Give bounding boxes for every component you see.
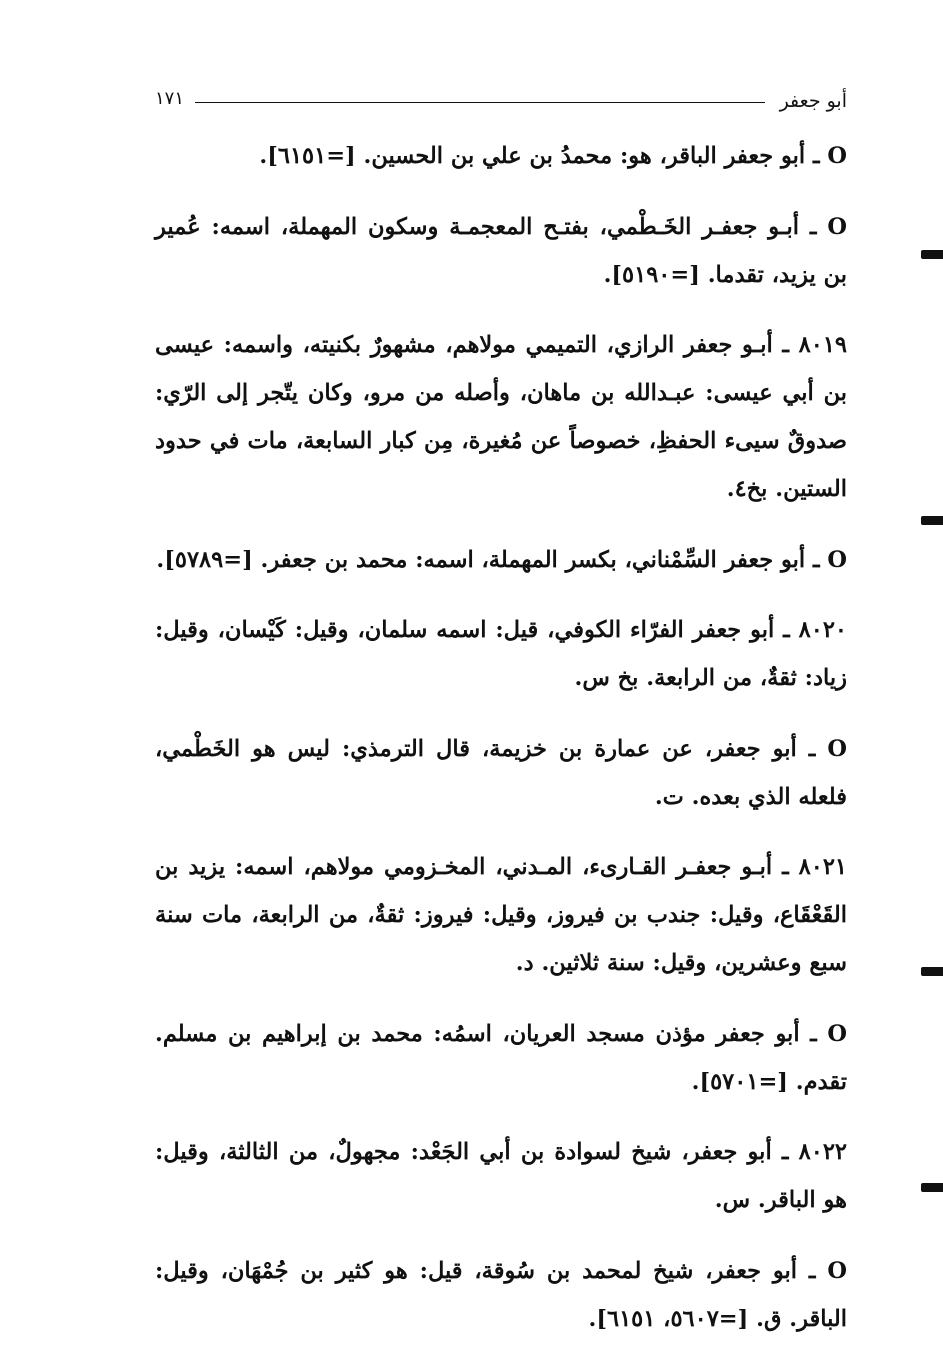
header-title: أبو جعفر bbox=[779, 90, 847, 112]
margin-tab-marker bbox=[921, 967, 943, 976]
cross-reference-entry: O ـ أبو جعفر السِّمْناني، بكسر المهملة، اسمه: محمد بن جعفر. [=٥٧٨٩]. bbox=[156, 546, 847, 573]
page-body bbox=[155, 132, 847, 1355]
cross-reference-entry: O ـ أبو جعفر، عن عمارة بن خزيمة، قال الترمذي: ليس هو الخَطْمي، فلعله الذي بعده. ت. bbox=[155, 735, 847, 810]
cross-reference-entry: O ـ أبو جعفر الباقر، هو: محمدُ بن علي بن الحسين. [=٦١٥١]. bbox=[259, 143, 847, 169]
biography-entry: ٨٠١٩ ـ أبـو جعفر الرازي، التميمي مولاهم، مشهورٌ بكنيته، واسمه: عيسى بن أبي عيسى: عبـدالله بن ماهان، وأصله من مرو، وكان يتّجر إلى الرّي: صدوقٌ سيىء الحفظِ، خصوصاً عن مُغيرة، مِن كبار السابعة، مات في حدود الستين. بخ٤. bbox=[155, 332, 847, 502]
biography-entry: ٨٠٢١ ـ أبـو جعفـر القـارىء، المـدني، المخـزومي مولاهم، اسمه: يزيد بن القَعْقَاع، وقيل: جندب بن فيروز، وقيل: فيروز: ثقةٌ، من الرابعة، مات سنة سبع وعشرين، وقيل: سنة ثلاثين. د. bbox=[155, 854, 847, 976]
margin-tab-marker bbox=[921, 1183, 943, 1192]
margin-tab-marker bbox=[921, 250, 943, 259]
biography-entry: ٨٠٢٢ ـ أبو جعفر، شيخ لسوادة بن أبي الجَعْد: مجهولٌ، من الثالثة، وقيل: هو الباقر. س. bbox=[155, 1139, 847, 1213]
page-number: ١٧١ bbox=[155, 88, 185, 109]
running-header bbox=[155, 86, 847, 120]
cross-reference-entry: O ـ أبو جعفر، شيخ لمحمد بن سُوقة، قيل: هو كثير بن جُمْهَان، وقيل: الباقر. ق. [=٥٦٠٧، ٦١٥١]. bbox=[155, 1257, 847, 1332]
biography-entry: ٨٠٢٠ ـ أبو جعفر الفرّاء الكوفي، قيل: اسمه سلمان، وقيل: كَيْسان، وقيل: زياد: ثقةٌ، من الرابعة. بخ س. bbox=[155, 617, 847, 691]
cross-reference-entry: O ـ أبو جعفر مؤذن مسجد العريان، اسمُه: محمد بن إبراهيم بن مسلم. تقدم. [=٥٧٠١]. bbox=[155, 1020, 847, 1095]
header-rule bbox=[195, 102, 765, 103]
margin-tab-marker bbox=[921, 516, 943, 525]
cross-reference-entry: O ـ أبـو جعفـر الخَـطْمي، بفتـح المعجمـة وسكون المهملة، اسمه: عُمير بن يزيد، تقدما. [=٥١٩٠]. bbox=[155, 213, 847, 288]
